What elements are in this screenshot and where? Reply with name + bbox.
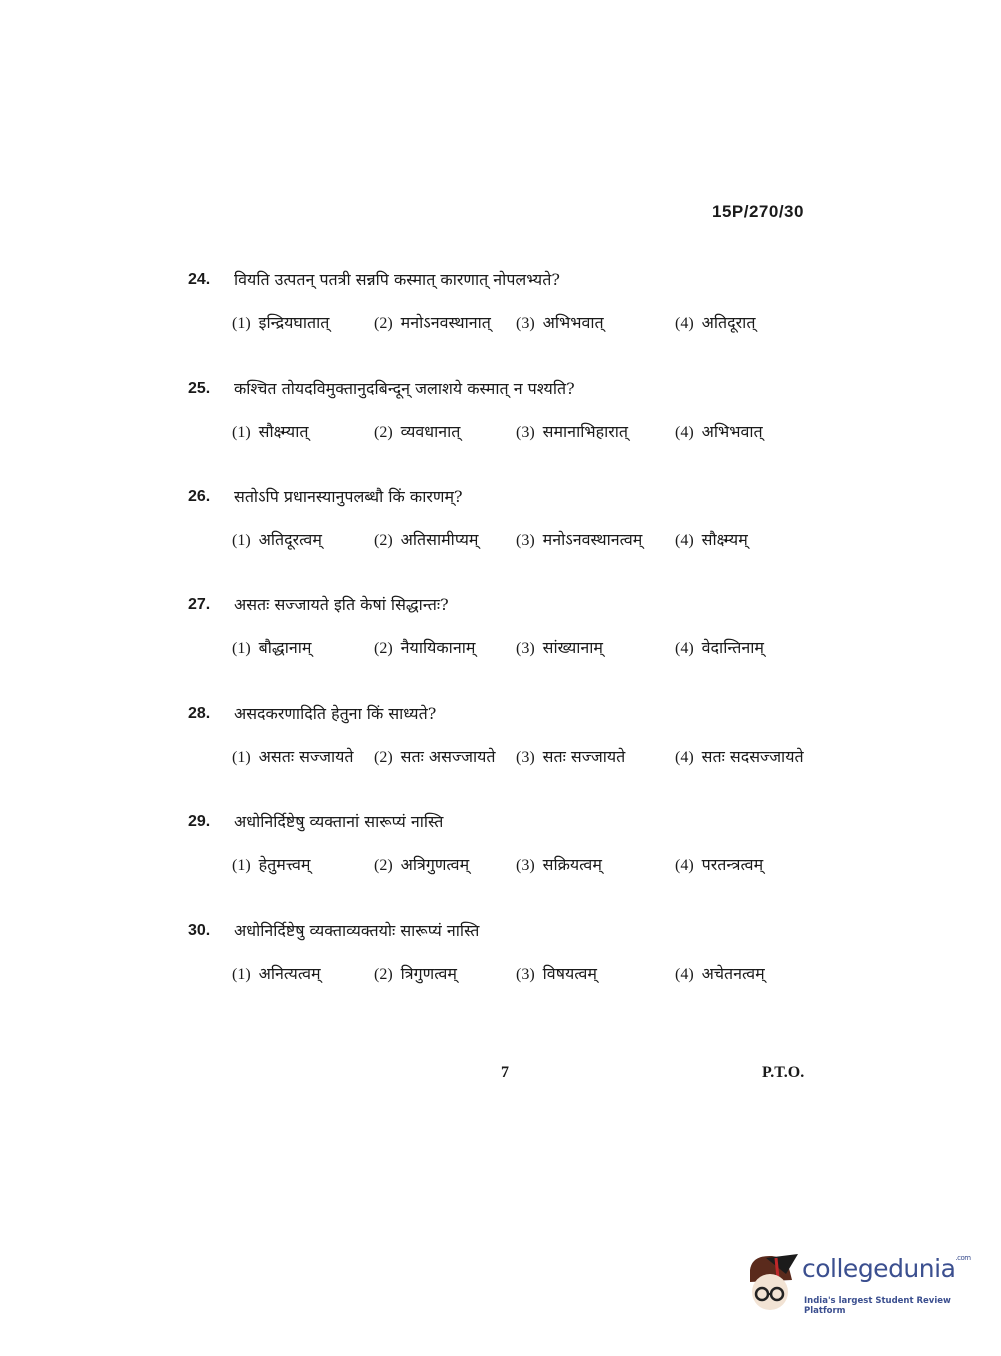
option-number: (1) <box>232 749 251 766</box>
option-text: परतन्त्रत्वम् <box>701 855 764 874</box>
question-number: 30. <box>188 922 211 939</box>
option-3 <box>516 853 602 875</box>
option-number: (2) <box>374 532 393 549</box>
option-4 <box>675 962 765 984</box>
option-number: (4) <box>675 640 694 657</box>
option-number: (2) <box>374 424 393 441</box>
option-number: (3) <box>516 424 535 441</box>
question-number: 29. <box>188 813 211 830</box>
option-3 <box>516 745 625 767</box>
option-text: समानाभिहारात् <box>542 422 629 441</box>
option-2 <box>374 420 460 442</box>
option-text: अतिदूरात् <box>701 313 756 332</box>
question-text: वियति उत्पतन् पतत्री सन्नपि कस्मात् कारणात् नोपलभ्यते? <box>234 270 560 289</box>
option-number: (4) <box>675 749 694 766</box>
option-text: सतः सदसज्जायते <box>701 747 804 766</box>
question-text: अधोनिर्दिष्टेषु व्यक्ताव्यक्तयोः सारूप्यं नास्ति <box>234 921 480 940</box>
option-text: इन्द्रियघातात् <box>258 313 330 332</box>
option-1 <box>232 853 310 875</box>
question-number: 24. <box>188 271 211 288</box>
question-25 <box>188 380 868 460</box>
option-2 <box>374 528 478 550</box>
option-3 <box>516 420 628 442</box>
option-number: (2) <box>374 857 393 874</box>
question-number: 28. <box>188 705 211 722</box>
option-text: वेदान्तिनाम् <box>701 638 764 657</box>
question-number: 26. <box>188 488 211 505</box>
question-text: असतः सज्जायते इति केषां सिद्धान्तः? <box>234 595 449 614</box>
option-number: (4) <box>675 966 694 983</box>
brand-name: collegedunia$^{.com}$ <box>802 1254 971 1283</box>
option-4 <box>675 636 764 658</box>
mascot-icon <box>742 1250 802 1320</box>
option-text: सौक्ष्म्यम् <box>701 530 748 549</box>
question-text: असदकरणादिति हेतुना किं साध्यते? <box>234 704 437 723</box>
option-number: (1) <box>232 966 251 983</box>
option-number: (1) <box>232 857 251 874</box>
question-number: 27. <box>188 596 211 613</box>
option-1 <box>232 745 354 767</box>
option-text: सतः असज्जायते <box>400 747 496 766</box>
option-4 <box>675 311 755 333</box>
option-number: (2) <box>374 749 393 766</box>
option-4 <box>675 528 748 550</box>
option-text: मनोऽनवस्थानात् <box>400 313 491 332</box>
option-text: बौद्धानाम् <box>258 638 312 657</box>
question-24 <box>188 271 868 351</box>
option-number: (4) <box>675 532 694 549</box>
option-text: सतः सज्जायते <box>542 747 626 766</box>
collegedunia-watermark <box>742 1250 972 1320</box>
brand-tagline: India's largest Student Review Platform <box>804 1296 951 1316</box>
option-number: (1) <box>232 640 251 657</box>
option-text: अतिदूरत्वम् <box>258 530 322 549</box>
pto-label: P.T.O. <box>762 1064 805 1081</box>
option-text: मनोऽनवस्थानत्वम् <box>542 530 643 549</box>
option-1 <box>232 311 329 333</box>
option-text: विषयत्वम् <box>542 964 597 983</box>
option-text: सक्रियत्वम् <box>542 855 602 874</box>
question-28 <box>188 705 868 785</box>
option-1 <box>232 636 311 658</box>
option-2 <box>374 636 475 658</box>
question-27 <box>188 596 868 676</box>
option-text: त्रिगुणत्वम् <box>400 964 457 983</box>
option-4 <box>675 745 804 767</box>
question-text: अधोनिर्दिष्टेषु व्यक्तानां सारूप्यं नास्ति <box>234 812 444 831</box>
option-1 <box>232 528 322 550</box>
option-number: (2) <box>374 640 393 657</box>
option-1 <box>232 962 321 984</box>
option-text: अभिभवात् <box>701 422 763 441</box>
option-number: (1) <box>232 315 251 332</box>
option-4 <box>675 420 763 442</box>
option-number: (4) <box>675 857 694 874</box>
option-text: अचेतनत्वम् <box>701 964 765 983</box>
option-number: (1) <box>232 532 251 549</box>
option-number: (2) <box>374 966 393 983</box>
option-text: असतः सज्जायते <box>258 747 354 766</box>
option-text: नैयायिकानाम् <box>400 638 476 657</box>
option-3 <box>516 962 597 984</box>
option-number: (3) <box>516 857 535 874</box>
question-text: सतोऽपि प्रधानस्यानुपलब्धौ किं कारणम्? <box>234 487 463 506</box>
question-text: कश्चित तोयदविमुक्तानुदबिन्दून् जलाशये कस्मात् न पश्यति? <box>234 379 575 398</box>
question-30 <box>188 922 868 1002</box>
option-number: (1) <box>232 424 251 441</box>
option-number: (4) <box>675 424 694 441</box>
question-26 <box>188 488 868 568</box>
option-text: हेतुमत्त्वम् <box>258 855 311 874</box>
option-2 <box>374 853 469 875</box>
option-text: अभिभवात् <box>542 313 604 332</box>
option-text: अतिसामीप्यम् <box>400 530 479 549</box>
option-number: (2) <box>374 315 393 332</box>
question-29 <box>188 813 868 893</box>
option-number: (3) <box>516 315 535 332</box>
option-number: (3) <box>516 966 535 983</box>
question-number: 25. <box>188 380 211 397</box>
option-text: सांख्यानाम् <box>542 638 603 657</box>
option-text: अत्रिगुणत्वम् <box>400 855 470 874</box>
option-3 <box>516 311 604 333</box>
option-text: अनित्यत्वम् <box>258 964 321 983</box>
option-2 <box>374 962 457 984</box>
option-number: (3) <box>516 640 535 657</box>
option-4 <box>675 853 763 875</box>
option-3 <box>516 528 642 550</box>
option-number: (4) <box>675 315 694 332</box>
option-2 <box>374 311 491 333</box>
option-1 <box>232 420 308 442</box>
option-number: (3) <box>516 749 535 766</box>
option-3 <box>516 636 603 658</box>
page-number: 7 <box>501 1064 509 1081</box>
option-2 <box>374 745 496 767</box>
option-text: व्यवधानात् <box>400 422 461 441</box>
option-number: (3) <box>516 532 535 549</box>
option-text: सौक्ष्म्यात् <box>258 422 309 441</box>
paper-code: 15P/270/30 <box>712 202 804 221</box>
